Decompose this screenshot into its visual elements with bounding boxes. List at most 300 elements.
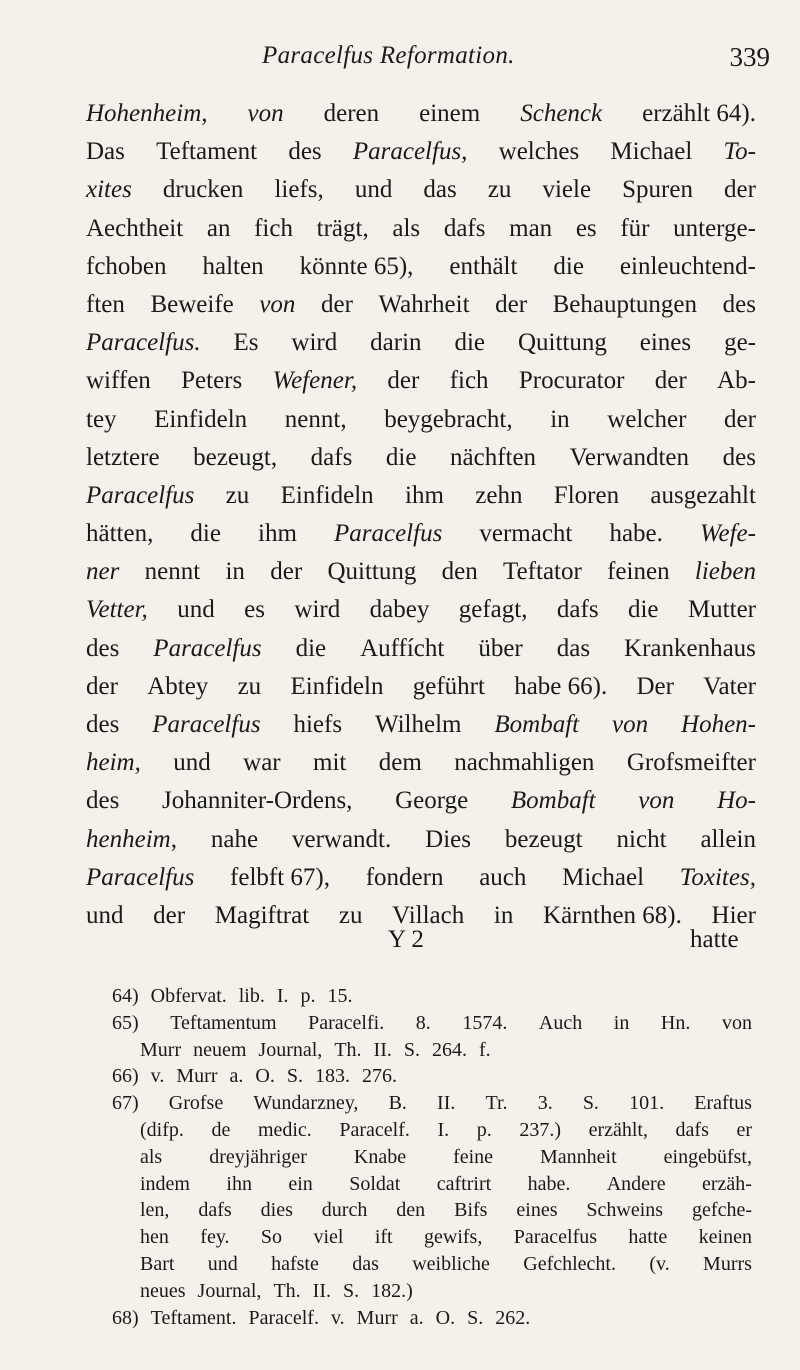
word: das [423,176,457,204]
footnote-word: hen [140,1226,169,1249]
word: Einfideln [280,481,374,509]
word: von [612,711,649,738]
word: für [620,214,650,242]
word: Ab- [717,367,756,395]
word: Villach [392,901,465,929]
text-line [86,286,756,324]
footnote-word: gefche- [692,1199,752,1222]
text-line [86,439,756,477]
word: Teftator [503,558,582,586]
word: fich [254,214,293,242]
word: es [575,214,597,242]
footnote-word: Murrs [703,1252,752,1275]
word: Johanniter-Ordens, [162,787,353,815]
footnote-word: eines [516,1199,558,1222]
footnote-word: 276. [361,1065,397,1088]
word: nennt, [284,405,347,433]
word: nahe [210,825,259,853]
footnote-line [112,1144,752,1171]
word: Quittung [327,558,417,586]
word: Magiftrat [214,901,310,929]
footnote-word: Bart [140,1252,175,1275]
word: Dies [425,825,471,853]
text-line [86,515,756,553]
word: der [654,367,687,395]
word: Aechtheit [86,214,184,242]
footnote-word: v. [330,1306,345,1329]
word: dabey [369,596,430,624]
text-line [86,668,756,706]
word: die [627,596,659,624]
word: zu [237,672,262,700]
footnote-word: Knabe [353,1145,407,1168]
word: und [86,901,124,929]
word: erzählt 64). [642,100,756,127]
word: in [550,405,570,433]
word: Spuren [622,176,693,204]
footnote-word: viel [313,1226,344,1249]
footnote-word: dafs [675,1118,709,1141]
footnote-word: S. [582,1092,599,1115]
text-line [86,95,756,133]
word: drucken [162,176,244,204]
footnote-line [112,1037,752,1064]
word: dafs [310,443,353,471]
footnote-word: neuem [193,1038,247,1061]
text-line [86,133,756,171]
footnote-word: 8. [415,1011,431,1034]
text-line [86,744,756,782]
footnote-word: Murr [176,1065,218,1088]
word: halten [202,252,264,280]
footnote-word: 237.) [519,1118,561,1141]
footnote-word: durch [321,1199,368,1222]
word: viele [542,176,592,204]
footnote-word: hatte [628,1226,668,1249]
footnote-line [112,1171,752,1198]
footnote-word: 65) [112,1011,139,1034]
footnote-line [112,1063,752,1090]
word: Paracelfus [152,711,261,738]
word: fich [449,367,489,395]
footnote-word: 264. [431,1038,467,1061]
word: ften [86,290,125,318]
word: des [86,711,120,738]
footnote-word: 66) [112,1065,139,1088]
footnote-word: als [140,1145,163,1168]
word: Paracelfus [86,863,195,891]
word: von [247,100,284,127]
word: tey [86,405,117,433]
footnote-word: I. [437,1118,450,1141]
footnote-word: Soldat [349,1172,401,1195]
word: ge- [724,329,756,357]
word: Wefener, [272,367,358,395]
text-line [86,171,756,209]
word: des [86,787,120,815]
footnote-word: Paracelf. [248,1306,319,1329]
word: bezeugt [504,825,583,853]
text-line [86,210,756,248]
word: ihm [405,481,444,509]
footnote-word: B. [388,1092,407,1115]
footnote-word: O. [255,1065,275,1088]
word: über [478,634,523,662]
word: Wefe- [699,520,756,548]
footnote-line [112,1117,752,1144]
word: der [495,290,528,318]
word: der [724,176,756,204]
word: von [638,787,675,815]
footnote-word: Andere [606,1172,666,1195]
word: ausgezahlt [650,481,756,509]
word: der [387,367,420,395]
word: die [190,520,221,548]
word: Teftament [156,138,258,166]
text-line [86,362,756,400]
word: Krankenhaus [624,634,756,662]
word: zu [487,176,512,204]
text-line [86,630,756,668]
footnote-word: dreyjähriger [209,1145,307,1168]
footnote-word: lib. [238,985,265,1007]
word: und [177,596,215,624]
footnote-word: er [736,1118,752,1141]
footnote-word: Gefchlecht. [523,1252,616,1275]
word: auch [479,863,527,891]
word: in [493,901,514,929]
word: des [722,290,756,318]
word: ihm [258,520,297,548]
word: als [392,214,421,242]
word: habe 66). [514,672,608,700]
footnote-word: O. [435,1306,456,1329]
word: nicht [616,825,667,853]
footnote-word: Journal, [197,1279,262,1302]
footnote-word: v. [150,1065,165,1088]
footnote-word: Teftamentum [170,1011,277,1034]
word: der [270,558,303,586]
footnote-word: Bifs [454,1199,488,1222]
footnote-word: indem [140,1172,190,1195]
word: Schenck [520,100,603,127]
footnote-word: Mannheit [540,1145,617,1168]
footnote-word: Paracelfus [513,1226,598,1249]
footnote-line [112,1305,752,1332]
word: die [385,443,417,471]
footnote-word: Th. [334,1038,362,1061]
footnote-word: ein [288,1172,313,1195]
word: nachmahligen [454,749,595,777]
word: der [321,290,353,318]
word: das [556,634,591,662]
footnote-word: p. [300,985,316,1007]
footnote-word: hafste [271,1252,319,1275]
footnote-word: gewifs, [424,1226,483,1249]
word: Mutter [687,596,756,624]
footnote-word: 1574. [462,1011,508,1034]
word: Peters [181,367,243,395]
footnote-word: I. [276,985,289,1007]
text-line [86,248,756,286]
footnote-line [112,1090,752,1117]
word: Paracelfus [86,481,195,509]
footnotes [112,983,752,1331]
footnote-word: von [721,1011,752,1034]
word: der [724,405,756,433]
footnote-line [112,1251,752,1278]
word: henheim, [86,825,177,853]
word: trägt, [316,214,369,242]
text-line [86,324,756,362]
text-line [86,821,756,859]
word: Der [636,672,674,700]
text-line [86,706,756,744]
running-head: Paracelfus Reformation. [262,42,515,69]
footnote-word: Paracelfi. [308,1011,385,1034]
word: zehn [475,481,523,509]
word: Wahrheit [378,290,470,318]
word: liefs, [274,176,324,204]
footnote-word: feine [453,1145,494,1168]
catchword: hatte [690,926,739,953]
footnote-word: II. [312,1279,331,1302]
word: des [722,443,756,471]
word: die [295,634,327,662]
word: in [225,558,245,586]
footnote-word: II. [437,1092,456,1115]
footnote-word: Teftament. [150,1306,237,1329]
word: Floren [553,481,620,509]
word: der [86,672,118,700]
word: Das [86,138,125,166]
footnote-word: Th. [273,1279,301,1302]
footnote-word: p. [476,1118,492,1141]
word: Vater [703,672,756,700]
page-header [0,42,800,82]
word: nächften [450,443,537,471]
word: Verwandten [569,443,690,471]
text-line [86,591,756,629]
word: und [354,176,393,204]
footnote-word: ift [374,1226,393,1249]
word: dafs [556,596,599,624]
word: könnte 65), [299,252,414,280]
footnote-word: 182.) [371,1279,413,1302]
word: welches [498,138,580,166]
footnote-word: II. [373,1038,392,1061]
word: mit [313,749,347,777]
word: enthält [449,252,518,280]
word: Vetter, [86,596,148,624]
word: habe. [609,520,663,548]
footnote-word: 64) [112,985,139,1007]
word: hiefs [293,711,343,738]
word: Wilhelm [374,711,462,738]
word: Kärnthen 68). [543,901,682,929]
footnote-word: So [260,1226,283,1249]
footnote-word: Grofse [168,1092,224,1115]
word: Einfideln [154,405,248,433]
word: Beweife [150,290,234,318]
word: des [86,634,120,662]
footnote-word: 262. [495,1306,531,1329]
word: Michael [610,138,693,166]
word: Paracelfus [153,634,262,662]
footnote-word: erzählt, [588,1118,648,1141]
word: deren [323,100,380,127]
word: nennt [144,558,201,586]
footnote-word: Schweins [586,1199,664,1222]
word: zu [225,481,250,509]
word: zu [338,901,363,929]
word: eines [639,329,692,357]
word: ner [86,558,120,586]
footnote-word: habe. [527,1172,571,1195]
footnote-word: len, [140,1199,170,1222]
footnote-word: Murr [356,1306,398,1329]
footnote-word: dies [260,1199,293,1222]
text-line [86,401,756,439]
word: einleuchtend- [619,252,756,280]
footnote-word: weibliche [412,1252,490,1275]
word: den [441,558,478,586]
word: fchoben [86,252,167,280]
word: bezeugt, [193,443,278,471]
footnote-word: 101. [629,1092,665,1115]
footnote-word: dafs [198,1199,232,1222]
footnote-word: neues [140,1279,186,1302]
word: George [395,787,469,815]
word: wird [294,596,341,624]
word: To- [723,138,756,166]
footnote-word: Obfervat. [150,985,227,1007]
word: dem [378,749,422,777]
word: Michael [562,863,645,891]
footnote-word: (v. [649,1252,670,1275]
word: beygebracht, [384,405,513,433]
footnote-line [112,1197,752,1224]
word: Hohenheim, [86,100,208,127]
word: darin [370,329,422,357]
word: vermacht [479,520,573,548]
word: geführt [412,672,485,700]
word: Toxites, [679,863,756,891]
text-line [86,553,756,591]
footnote-word: S. [403,1038,420,1061]
word: Paracelfus [333,520,443,548]
footnote-word: Wundarzney, [253,1092,359,1115]
word: Abtey [147,672,209,700]
word: hätten, [86,520,154,548]
footnote-word: keinen [698,1226,752,1249]
word: gefagt, [458,596,528,624]
footnote-word: fey. [200,1226,230,1249]
word: war [243,749,281,777]
footnote-word: das [352,1252,379,1275]
word: Quittung [517,329,607,357]
footnote-word: in [613,1011,630,1034]
word: es [244,596,265,624]
footnote-word: 67) [112,1092,139,1115]
footnote-word: Paracelf. [339,1118,410,1141]
word: heim, [86,749,141,777]
word: dafs [443,214,486,242]
word: Paracelfus, [352,138,468,166]
footnote-word: Auch [538,1011,583,1034]
word: Bombaft [494,711,580,738]
footnote-word: ihn [226,1172,252,1195]
word: Auffícht [360,634,445,662]
footnote-word: S. [342,1279,360,1302]
word: Bombaft [510,787,596,815]
word: welcher [607,405,687,433]
footnote-line [112,1224,752,1251]
footnote-word: S. [286,1065,303,1088]
word: und [173,749,211,777]
word: wiffen [86,367,151,395]
footnote-line [112,1010,752,1037]
word: man [509,214,553,242]
word: felbft 67), [230,863,331,891]
footnote-word: a. [229,1065,244,1088]
word: Procurator [518,367,625,395]
footnote-word: 183. [314,1065,350,1088]
word: Einfideln [290,672,384,700]
footnote-word: Murr [140,1038,182,1061]
word: unterge- [673,214,756,242]
text-line [86,477,756,515]
word: letztere [86,443,160,471]
footnote-line [112,1278,752,1305]
word: lieben [694,558,756,586]
footnote-word: eingebüfst, [663,1145,752,1168]
text-line [86,859,756,897]
footnote-word: S. [467,1306,484,1329]
word: Es [233,329,259,357]
word: Ho- [717,787,756,815]
word: die [454,329,486,357]
footnote-word: de [211,1118,231,1141]
footnote-word: a. [409,1306,424,1329]
footnote-word: Eraftus [694,1092,752,1115]
word: fondern [365,863,444,891]
word: an [206,214,231,242]
word: die [553,252,584,280]
page-footer-line [0,926,800,966]
word: feinen [607,558,670,586]
word: Hier [711,901,756,929]
word: Paracelfus. [86,329,201,357]
footnote-word: caftrirt [436,1172,492,1195]
word: der [153,901,186,929]
footnote-word: erzäh- [702,1172,752,1195]
body-text [86,95,756,935]
word: verwandt. [291,825,392,853]
footnote-word: Journal, [258,1038,323,1061]
word: des [288,138,322,166]
footnote-word: und [207,1252,238,1275]
footnote-line [112,983,752,1010]
signature-mark: Y 2 [388,926,424,953]
footnote-word: 3. [537,1092,553,1115]
footnote-word: Tr. [485,1092,508,1115]
word: wird [291,329,338,357]
footnote-word: 68) [112,1306,139,1329]
word: Behauptungen [552,290,698,318]
page-number: 339 [729,42,770,72]
footnote-word: Hn. [660,1011,691,1034]
